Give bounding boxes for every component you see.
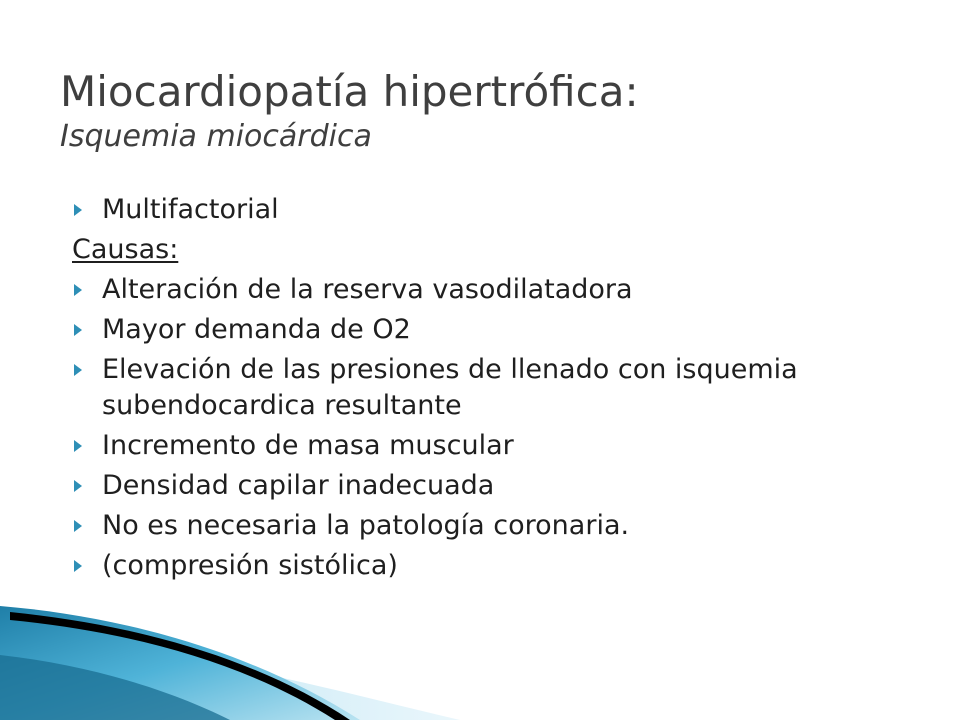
bullet-arrow-icon <box>74 560 82 572</box>
list-item <box>72 350 902 426</box>
list-item <box>72 310 902 350</box>
list-item <box>72 190 902 230</box>
bullet-arrow-icon <box>74 324 82 336</box>
list-item-text: Mayor demanda de O2 <box>102 314 411 345</box>
title-main: Miocardiopatía hipertrófica: <box>60 67 639 116</box>
list-item-text: Multifactorial <box>102 194 279 225</box>
bullet-arrow-icon <box>74 440 82 452</box>
list-item <box>72 466 902 506</box>
list-item <box>72 506 902 546</box>
bullet-arrow-icon <box>74 364 82 376</box>
list-item-text: Densidad capilar inadecuada <box>102 470 495 501</box>
section-heading-text: Causas: <box>72 234 179 265</box>
list-item-text: Alteración de la reserva vasodilatadora <box>102 274 633 305</box>
section-heading <box>72 230 902 270</box>
title-subtitle: Isquemia miocárdica <box>60 119 372 154</box>
bullet-arrow-icon <box>74 520 82 532</box>
slide-title <box>60 66 920 156</box>
list-item <box>72 270 902 310</box>
list-item-text: Elevación de las presiones de llenado con isquemia subendocardica resultante <box>102 354 798 421</box>
list-item-text: No es necesaria la patología coronaria. <box>102 510 630 541</box>
list-item <box>72 546 902 586</box>
list-item-text: (compresión sistólica) <box>102 550 398 581</box>
bullet-arrow-icon <box>74 204 82 216</box>
list-item <box>72 426 902 466</box>
bullet-arrow-icon <box>74 480 82 492</box>
bullet-arrow-icon <box>74 284 82 296</box>
list-item-text: Incremento de masa muscular <box>102 430 514 461</box>
content-list <box>72 190 902 586</box>
